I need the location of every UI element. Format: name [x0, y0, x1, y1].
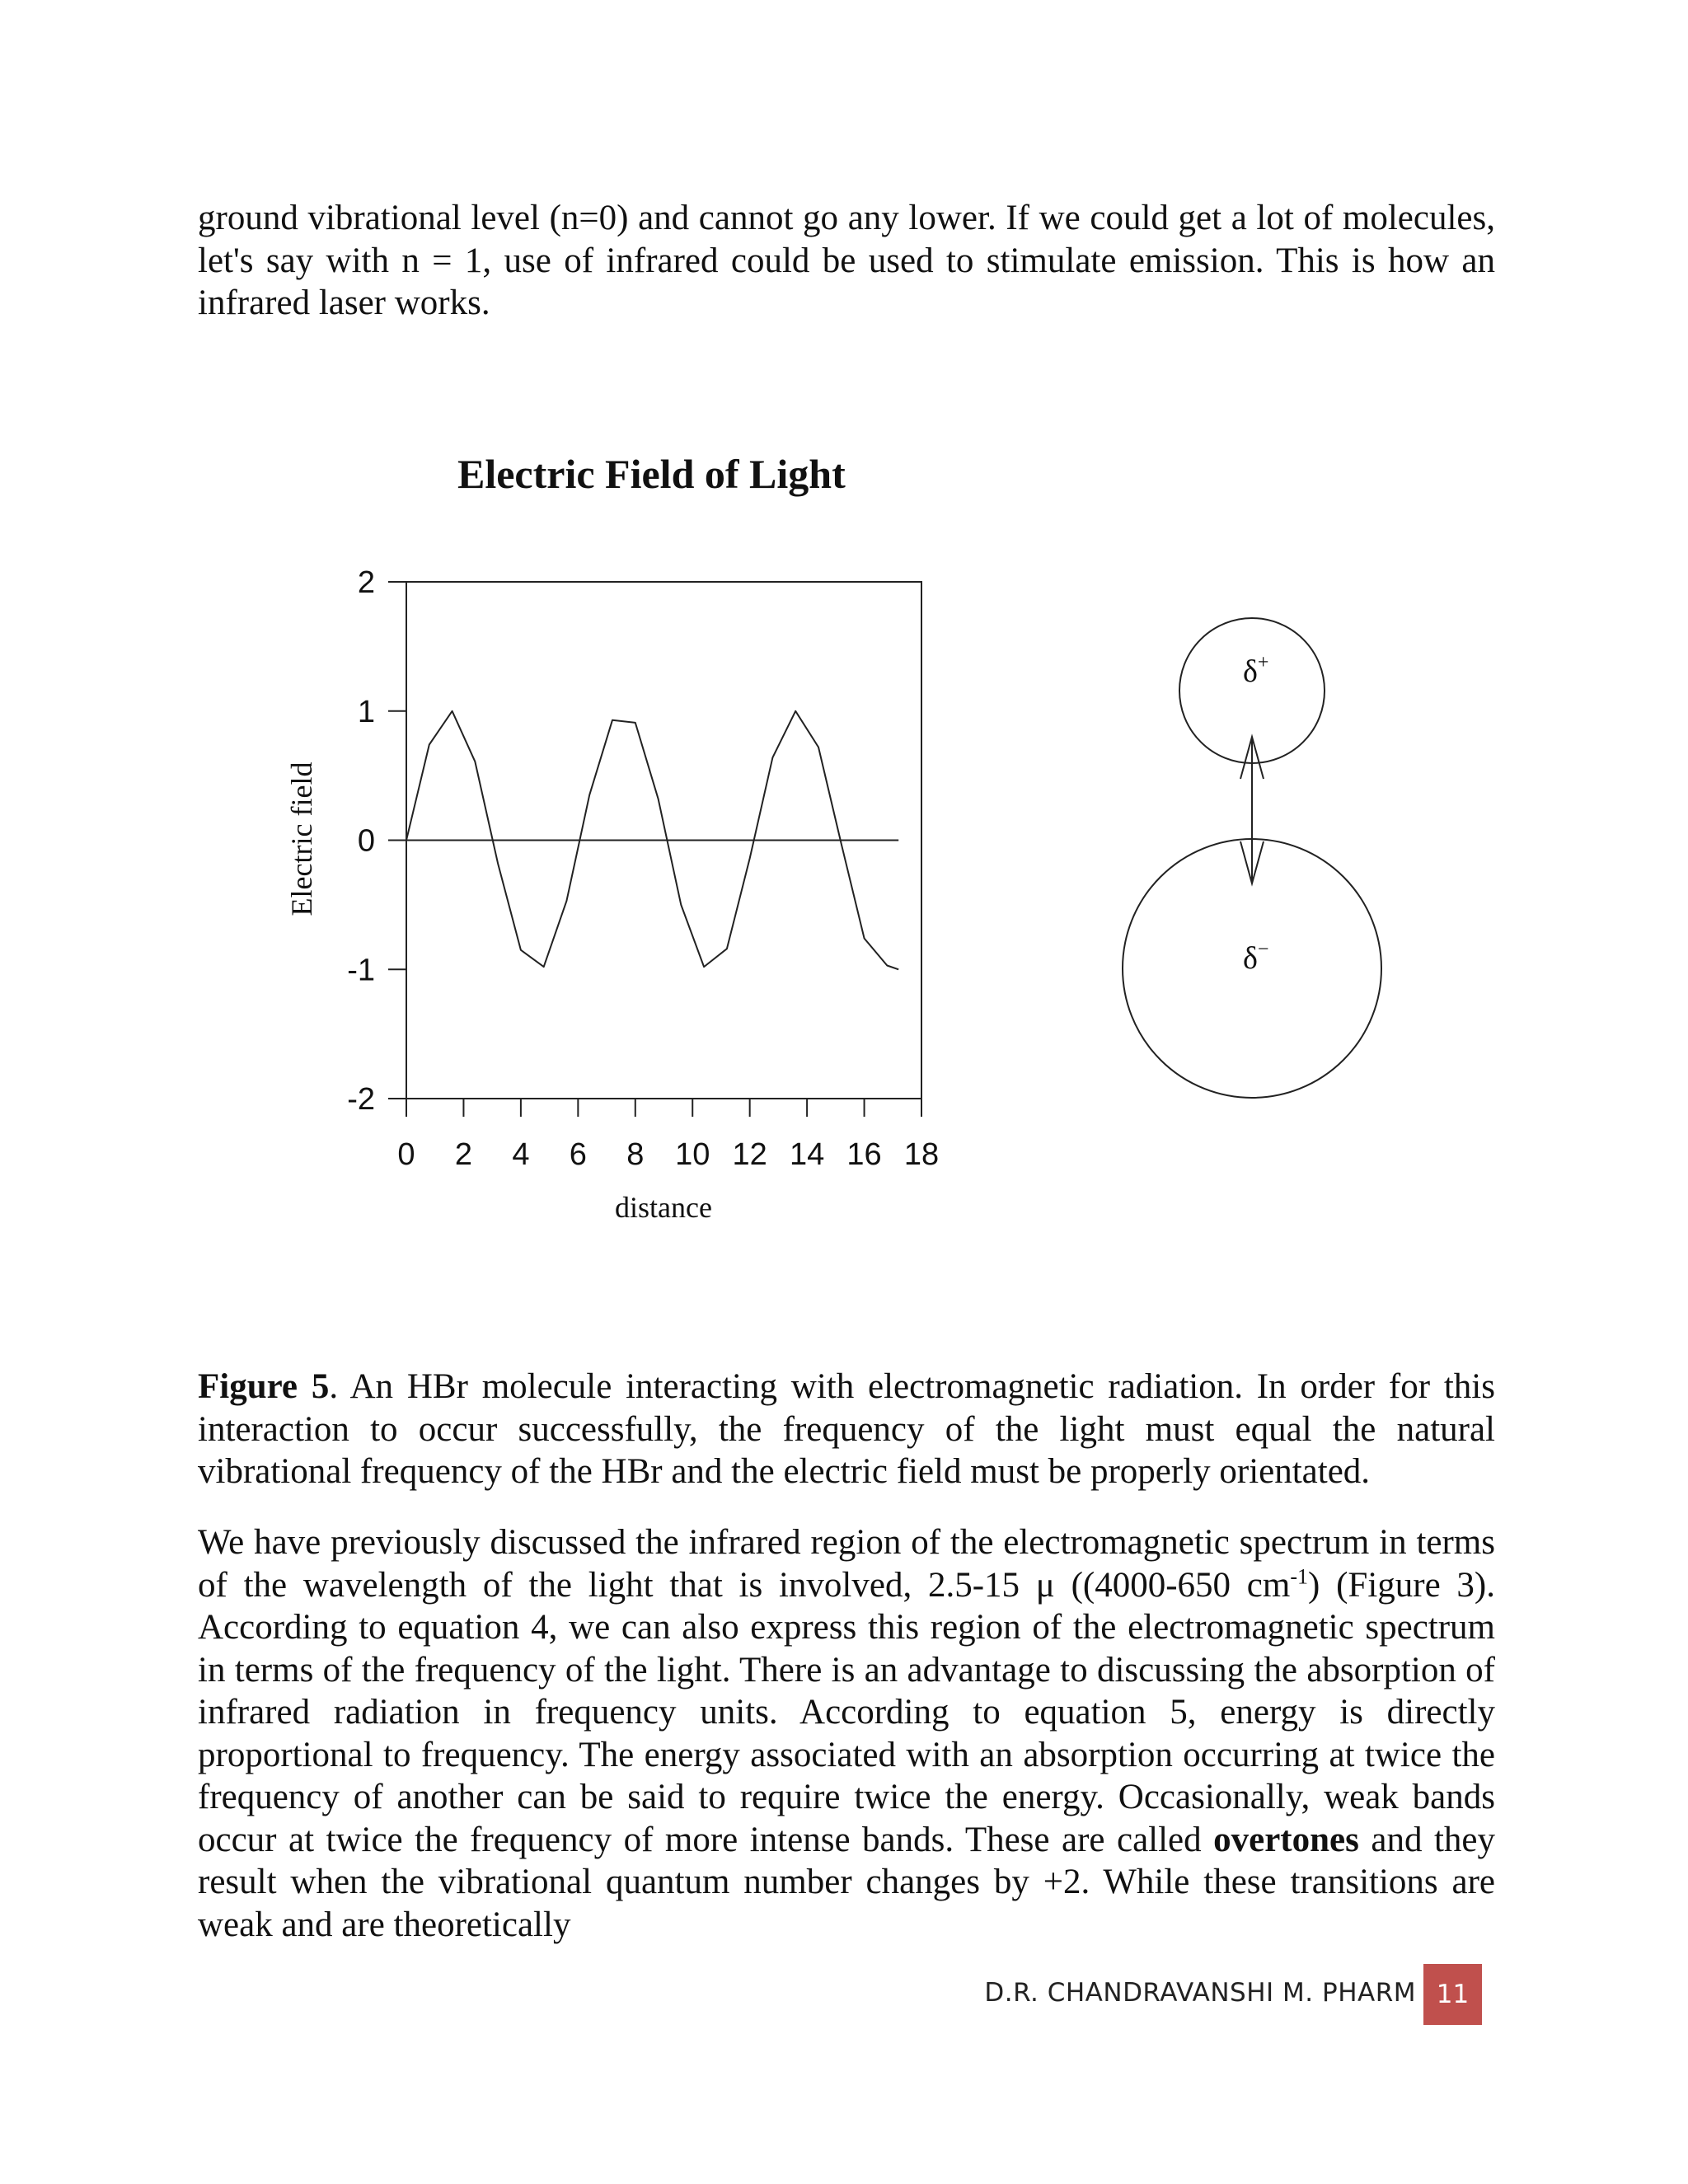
partial-positive-label	[1243, 652, 1268, 689]
x-tick-label: 2	[454, 1137, 473, 1172]
superscript-exponent: -1	[1290, 1564, 1309, 1589]
paragraph-text-2: ) (Figure 3). According to equation 4, we can also express this region of the electromagnetic spectrum in terms of the frequency of the light. There is an advantage to discussing the absorption of infrared radiation in frequency units. According to equation 5, energy is directly proportional to frequency. The energy associated with an absorption occurring at twice the frequency of another can be said to require twice the energy. Occasionally, weak bands occur at twice the frequency of more intense bands. These are called	[198, 1565, 1496, 1859]
delta-symbol: δ	[1243, 941, 1258, 976]
x-tick-label: 14	[789, 1137, 825, 1172]
footer-author: D.R. CHANDRAVANSHI M. PHARM	[984, 1978, 1416, 2008]
page-number-badge: 11	[1423, 1964, 1482, 2025]
y-tick-label: -2	[347, 1082, 375, 1117]
x-tick-label: 6	[569, 1137, 587, 1172]
positive-sign: +	[1257, 652, 1269, 673]
x-tick-label: 16	[846, 1137, 882, 1172]
delta-symbol: δ	[1243, 654, 1258, 689]
x-tick-label: 0	[397, 1137, 415, 1172]
x-tick-label: 4	[512, 1137, 530, 1172]
intro-paragraph: ground vibrational level (n=0) and cannot go any lower. If we could get a lot of molecules, let's say with n = 1, use of infrared could be used to stimulate emission. This is how an infrared laser works.	[198, 199, 1495, 322]
negative-sign: −	[1257, 939, 1269, 960]
chart-series	[406, 711, 898, 970]
x-axis-label: distance	[615, 1191, 712, 1224]
x-tick-label: 12	[732, 1137, 767, 1172]
x-tick-label: 10	[675, 1137, 710, 1172]
x-tick-label: 8	[626, 1137, 645, 1172]
chart-title: Electric Field of Light	[457, 451, 846, 497]
overtones-term: overtones	[1213, 1820, 1359, 1859]
paragraph-text-1: We have previously discussed the infrared region of the electromagnetic spectrum in terms of the wavelength of the light that is involved, 2.5-15 μ ((4000-650 cm	[198, 1523, 1495, 1605]
figure-caption	[198, 1366, 1495, 1493]
y-tick-label: 2	[357, 565, 375, 600]
partial-negative-label	[1243, 939, 1268, 976]
x-axis-ticks	[397, 1099, 939, 1172]
x-tick-label: 18	[903, 1137, 940, 1172]
y-tick-label: -1	[347, 953, 375, 988]
paragraph-text-3: and they result when the vibrational quantum number changes by +2. While these transitions are weak and are theoretically	[198, 1820, 1495, 1944]
y-axis-label: Electric field	[285, 762, 318, 916]
body-paragraph	[198, 1521, 1495, 1946]
y-axis-ticks	[347, 565, 406, 1117]
y-tick-label: 0	[357, 823, 375, 859]
y-tick-label: 1	[357, 694, 375, 729]
figure-label: Figure 5	[198, 1367, 330, 1406]
caption-text: . An HBr molecule interacting with electromagnetic radiation. In order for this interaction to occur successfully, the frequency of the light must equal the natural vibrational frequency of the HBr and the electric field must be properly orientated.	[198, 1367, 1495, 1491]
